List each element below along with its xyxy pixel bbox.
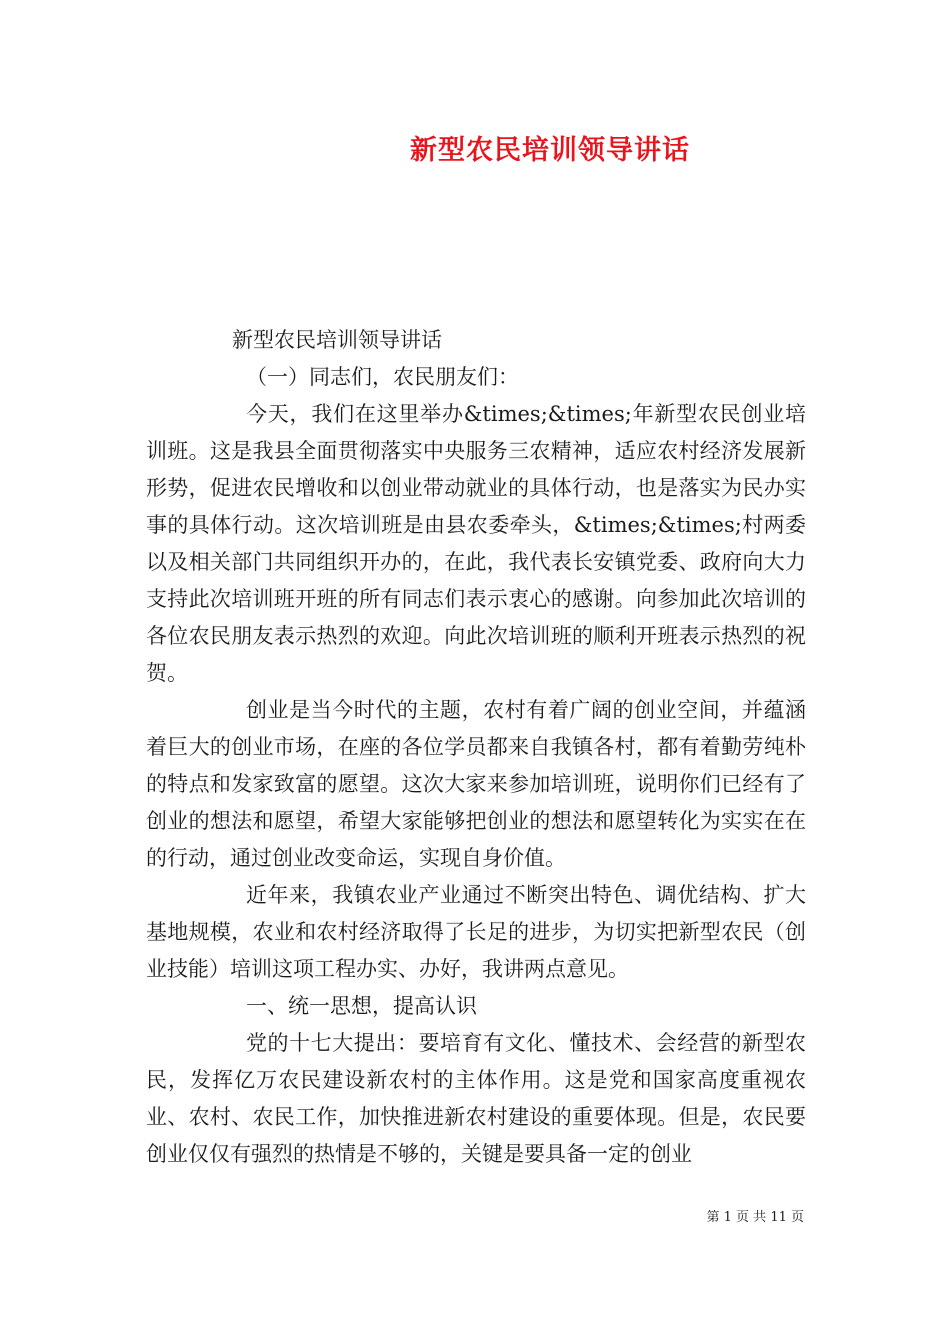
body-paragraph: 今天，我们在这里举办&times;&times;年新型农民创业培训班。这是我县全面贯彻落实中央服务三农精神，适应农村经济发展新形势，促进农民增收和以创业带动就业的具体行动，也是落实为民办实事的具体行动。这次培训班是由县农委牵头，&times;&times;村两委以及相关部门共同组织开办的，在此，我代表长安镇党委、政府向大力支持此次培训班开班的所有同志们表示衷心的感谢。向参加此次培训的各位农民朋友表示热烈的欢迎。向此次培训班的顺利开班表示热烈的祝贺。 [146, 402, 806, 685]
document-title: 新型农民培训领导讲话 [410, 135, 690, 166]
section-heading: 一、统一思想，提高认识 [246, 994, 477, 1018]
greeting-paragraph: （一）同志们，农民朋友们： [246, 365, 519, 389]
body-heading: 新型农民培训领导讲话 [232, 328, 442, 352]
body-paragraph: 近年来，我镇农业产业通过不断突出特色、调优结构、扩大基地规模，农业和农村经济取得了长足的进步，为切实把新型农民（创业技能）培训这项工程办实、办好，我讲两点意见。 [146, 883, 806, 981]
body-paragraph: 创业是当今时代的主题，农村有着广阔的创业空间，并蕴涵着巨大的创业市场，在座的各位学员都来自我镇各村，都有着勤劳纯朴的特点和发家致富的愿望。这次大家来参加培训班，说明你们已经有了创业的想法和愿望，希望大家能够把创业的想法和愿望转化为实实在在的行动，通过创业改变命运，实现自身价值。 [146, 698, 806, 870]
body-paragraph: 党的十七大提出：要培育有文化、懂技术、会经营的新型农民，发挥亿万农民建设新农村的主体作用。这是党和国家高度重视农业、农村、农民工作，加快推进新农村建设的重要体现。但是，农民要创业仅仅有强烈的热情是不够的，关键是要具备一定的创业 [146, 1031, 806, 1166]
document-body [146, 322, 806, 1173]
page-number-footer: 第 1 页 共 11 页 [706, 1210, 804, 1225]
